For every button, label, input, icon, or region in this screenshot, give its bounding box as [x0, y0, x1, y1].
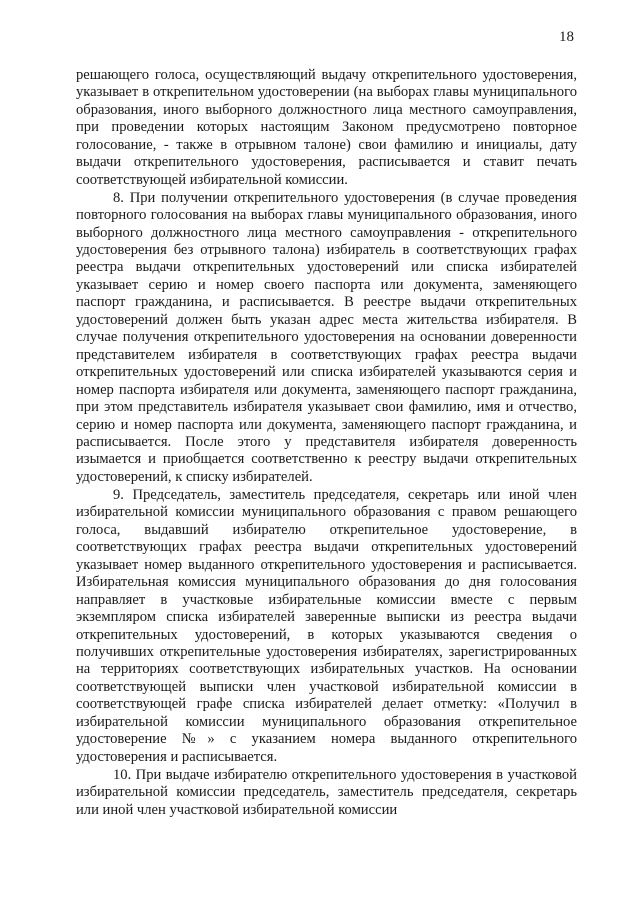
- page-number: 18: [559, 29, 574, 45]
- paragraph-9: 9. Председатель, заместитель председателя, секретарь или иной член избирательной комиссии муниципального образования с правом решающего голоса, выдавший избирателю открепительное удостоверение, в соответствующих графах реестра выдачи открепительных удостоверений указывает номер выданного открепительного удостоверения и расписывается. Избирательная комиссия муниципального образования до дня голосования направляет в участковые избирательные комиссии вместе с первым экземпляром списка избирателей заверенные выписки из реестра выдачи открепительных удостоверений, в которых указываются сведения о получивших открепительные удостоверения избирателях, зарегистрированных на территориях соответствующих избирательных участков. На основании соответствующей выписки член участковой избирательной комиссии в соответствующей графе списка избирателей делает отметку: «Получил в избирательной комиссии муниципального образования открепительное удостоверение №» с указанием номера выданного открепительного удостоверения и расписывается.: [76, 486, 577, 765]
- paragraph-continuation: решающего голоса, осуществляющий выдачу открепительного удостоверения, указывает в открепительном удостоверении (на выборах главы муниципального образования, иного выборного должностного лица местного самоуправления, при проведении которых настоящим Законом предусмотрено повторное голосование, - также в отрывном талоне) свои фамилию и инициалы, дату выдачи открепительного удостоверения, расписывается и ставит печать соответствующей избирательной комиссии.: [76, 67, 577, 188]
- paragraph-8: 8. При получении открепительного удостоверения (в случае проведения повторного голосования на выборах главы муниципального образования, иного выборного должностного лица местного самоуправления - открепительного удостоверения без отрывного талона) избиратель в соответствующих графах реестра выдачи открепительных удостоверений или списка избирателей указывает серию и номер своего паспорта или документа, заменяющего паспорт гражданина, и расписывается. В реестре выдачи открепительных удостоверений должен быть указан адрес места жительства избирателя. В случае получения открепительного удостоверения на основании доверенности представителем избирателя в соответствующих графах реестра выдачи открепительных удостоверений или списка избирателей указываются серия и номер паспорта избирателя или документа, заменяющего паспорт гражданина, при этом представитель избирателя указывает свои фамилию, имя и отчество, серию и номер паспорта или документа, заменяющего паспорт гражданина, и расписывается. После этого у представителя избирателя доверенность изымается и приобщается соответственно к реестру выдачи открепительных удостоверений, к списку избирателей.: [76, 189, 577, 485]
- paragraph-10: 10. При выдаче избирателю открепительного удостоверения в участковой избирательной комиссии председатель, заместитель председателя, секретарь или иной член участковой избирательной комиссии: [76, 766, 577, 818]
- document-body: [76, 67, 577, 819]
